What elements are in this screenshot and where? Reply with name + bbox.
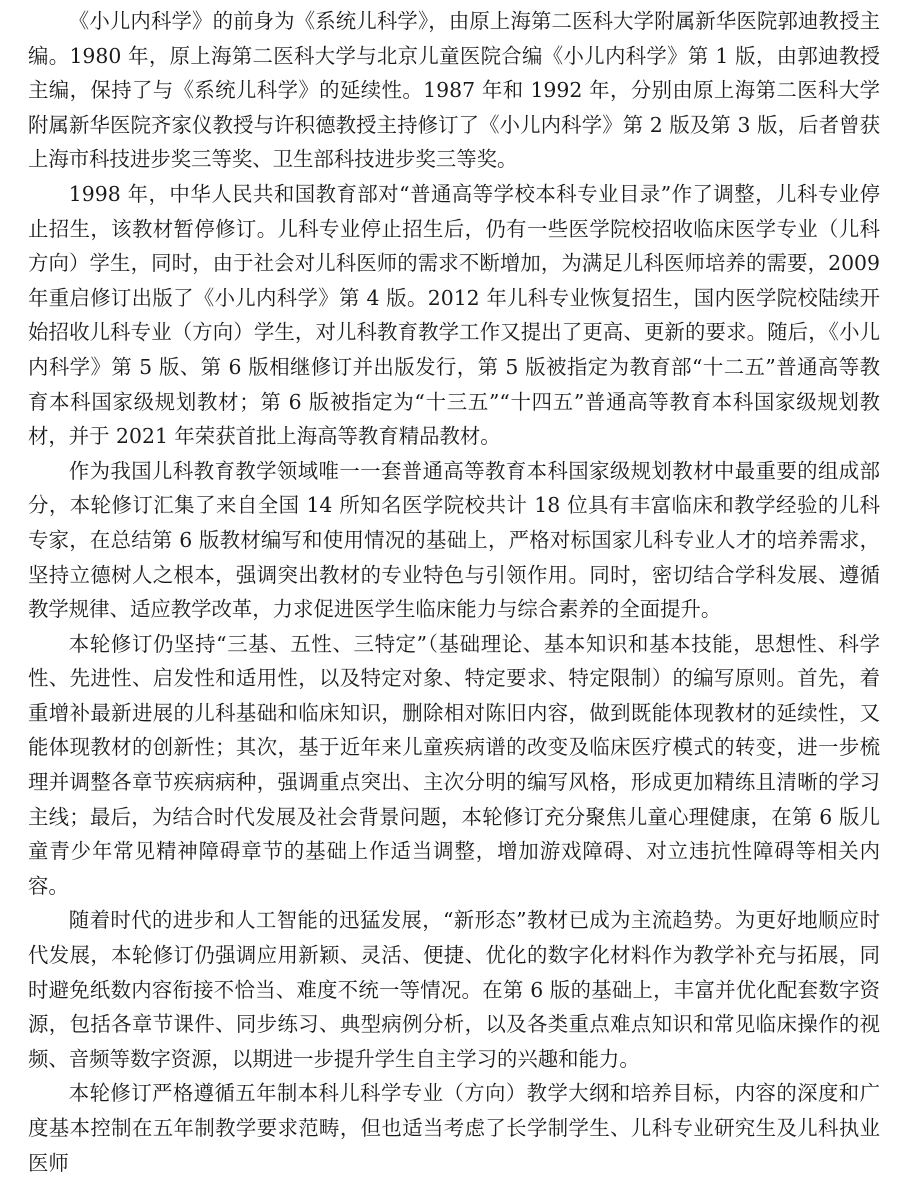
paragraph-history: 《小儿内科学》的前身为《系统儿科学》，由原上海第二医科大学附属新华医院郭迪教授主编。1980 年，原上海第二医科大学与北京儿童医院合编《小儿内科学》第 1 版，由郭迪教授主编，保持了与《系统儿科学》的延续性。1987 年和 1992 年，分别由原上海第二医科大学附属新华医院齐家仪教授与许积德教授主持修订了《小儿内科学》第 2 版及第 3 版，后者曾获上海市科技进步奖三等奖、卫生部科技进步奖三等奖。 <box>28 9 880 172</box>
paragraph-revision-team: 作为我国儿科教育教学领域唯一一套普通高等教育本科国家级规划教材中最重要的组成部分，本轮修订汇集了来自全国 14 所知名医学院校共计 18 位具有丰富临床和教学经验的儿科专家，在总结第 6 版教材编写和使用情况的基础上，严格对标国家儿科专业人才的培养需求，坚持立德树人之根本，强调突出教材的专业特色与引领作用。同时，密切结合学科发展、遵循教学规律、适应教学改革，力求促进医学生临床能力与综合素养的全面提升。 <box>28 458 880 622</box>
preface-text <box>28 4 880 1180</box>
paragraph-principles: 本轮修订仍坚持“三基、五性、三特定”（基础理论、基本知识和基本技能，思想性、科学性、先进性、启发性和适用性，以及特定对象、特定要求、特定限制）的编写原则。首先，着重增补最新进展的儿科基础和临床知识，删除相对陈旧内容，做到既能体现教材的延续性，又能体现教材的创新性；其次，基于近年来儿童疾病谱的改变及临床医疗模式的转变，进一步梳理并调整各章节疾病病种，强调重点突出、主次分明的编写风格，形成更加精练且清晰的学习主线；最后，为结合时代发展及社会背景问题，本轮修订充分聚焦儿童心理健康，在第 6 版儿童青少年常见精神障碍章节的基础上作适当调整，增加游戏障碍、对立违抗性障碍等相关内容。 <box>28 631 880 898</box>
paragraph-1998-reform: 1998 年，中华人民共和国教育部对“普通高等学校本科专业目录”作了调整，儿科专业停止招生，该教材暂停修订。儿科专业停止招生后，仍有一些医学院校招收临床医学专业（儿科方向）学生，同时，由于社会对儿科医师的需求不断增加，为满足儿科医师培养的需要，2009 年重启修订出版了《小儿内科学》第 4 版。2012 年儿科专业恢复招生，国内医学院校陆续开始招收儿科专业（方向）学生，对儿科教育教学工作又提出了更高、更新的要求。随后，《小儿内科学》第 5 版、第 6 版相继修订并出版发行，第 5 版被指定为教育部“十二五”普通高等教育本科国家级规划教材；第 6 版被指定为“十三五”“十四五”普通高等教育本科国家级规划教材，并于 2021 年荣获首批上海高等教育精品教材。 <box>28 181 880 449</box>
paragraph-digital-resources: 随着时代的进步和人工智能的迅猛发展，“新形态”教材已成为主流趋势。为更好地顺应时代发展，本轮修订仍强调应用新颖、灵活、便捷、优化的数字化材料作为教学补充与拓展，同时避免纸数内容衔接不恰当、难度不统一等情况。在第 6 版的基础上，丰富并优化配套数字资源，包括各章节课件、同步练习、典型病例分析，以及各类重点难点知识和常见临床操作的视频、音频等数字资源，以期进一步提升学生自主学习的兴趣和能力。 <box>28 908 880 1071</box>
paragraph-syllabus: 本轮修订严格遵循五年制本科儿科学专业（方向）教学大纲和培养目标，内容的深度和广度基本控制在五年制教学要求范畴，但也适当考虑了长学制学生、儿科专业研究生及儿科执业医师 <box>28 1081 880 1175</box>
